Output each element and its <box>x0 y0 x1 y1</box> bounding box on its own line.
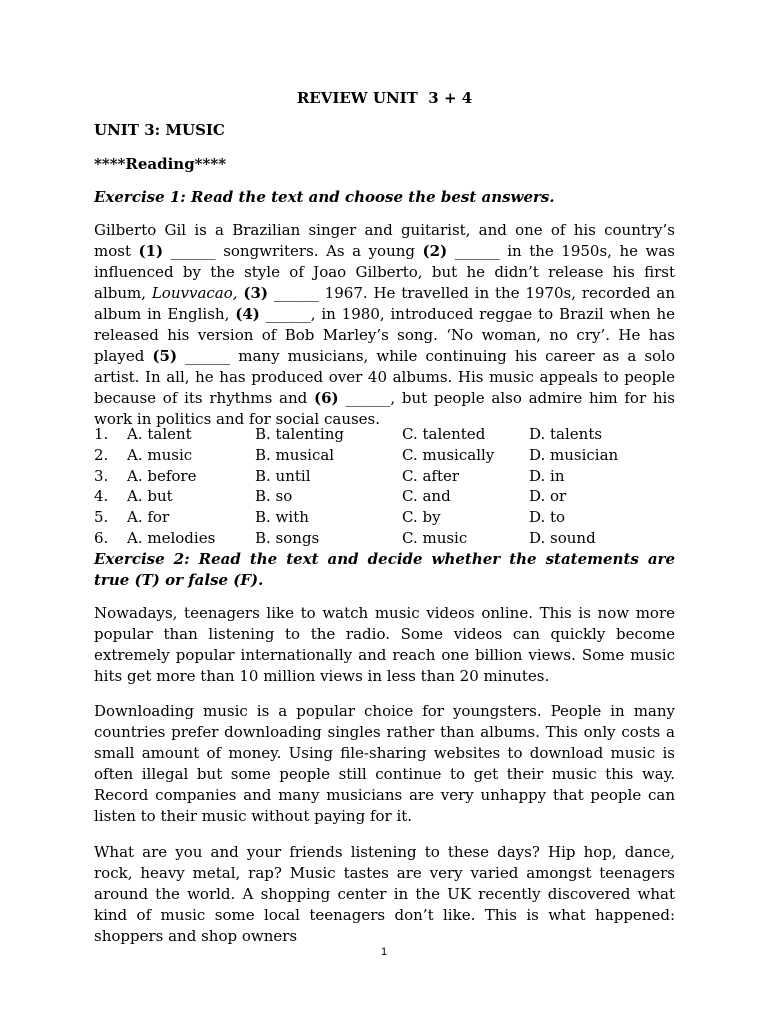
option-d: D. or <box>529 487 567 505</box>
option-b: B. musical <box>255 446 335 464</box>
exercise2-paragraph: What are you and your friends listening to these days? Hip hop, dance, rock, heavy metal, rap? Music tastes are very varied amongst teenagers around the world. A shopping center in the UK recently discovered what kind of music some local teenagers don’t like. This is what happened: shoppers and shop owners <box>94 843 675 945</box>
answer-option-row <box>94 528 675 549</box>
answer-option-row <box>94 466 675 487</box>
option-a: A. but <box>127 487 173 505</box>
exercise2-paragraph: Nowadays, teenagers like to watch music videos online. This is now more popular than listening to the radio. Some videos can quickly become extremely popular internationally and reach one billion views. Some music hits get more than 10 million views in less than 20 minutes. <box>94 604 675 685</box>
blank-3-number: (3) <box>243 284 269 302</box>
option-a: A. before <box>127 467 197 485</box>
option-a: A. music <box>127 446 193 464</box>
question-number: 3. <box>94 467 109 485</box>
question-number: 1. <box>94 425 109 443</box>
answer-option-row <box>94 507 675 528</box>
option-b: B. songs <box>255 529 320 547</box>
exercise1-instruction: Exercise 1: Read the text and choose the best answers. <box>94 188 555 206</box>
question-number: 6. <box>94 529 109 547</box>
option-d: D. to <box>529 508 566 526</box>
unit-heading: UNIT 3: MUSIC <box>94 121 225 139</box>
album-title: Louvvacao, <box>151 284 238 302</box>
option-b: B. so <box>255 487 293 505</box>
exercise1-passage <box>94 220 675 430</box>
passage-text: ______ many musicians, while continuing his career as a solo artist. In all, he has produced over 40 albums. His music appeals to people because of its rhythms and <box>94 347 675 407</box>
question-number: 5. <box>94 508 109 526</box>
answer-option-row <box>94 424 675 445</box>
option-d: D. musician <box>529 446 619 464</box>
question-number: 2. <box>94 446 109 464</box>
option-c: C. talented <box>402 425 486 443</box>
option-c: C. music <box>402 529 468 547</box>
passage-text: Gilberto Gil is a Brazilian singer and guitarist, and one of his country’s most <box>94 221 675 260</box>
passage-text: ______, in 1980, introduced reggae to Brazil when he released his version of Bob Marley’s song. ‘No woman, no cry’. He has played <box>94 305 675 365</box>
question-number: 4. <box>94 487 109 505</box>
passage-text: ______ songwriters. As a young <box>163 242 423 260</box>
answer-option-row <box>94 486 675 507</box>
passage-text: ______ in the 1950s, he was influenced by the style of Joao Gilberto, but he didn’t release his first album, <box>94 242 676 302</box>
option-d: D. sound <box>529 529 596 547</box>
option-c: C. after <box>402 467 460 485</box>
option-c: C. and <box>402 487 451 505</box>
option-a: A. talent <box>127 425 192 443</box>
option-b: B. until <box>255 467 311 485</box>
blank-4-number: (4) <box>235 305 260 323</box>
option-b: B. talenting <box>255 425 344 443</box>
passage-text: ______ 1967. He travelled in the 1970s, recorded an album in English, <box>94 284 675 323</box>
exercise2-instruction: Exercise 2: Read the text and decide whether the statements are true (T) or false (F). <box>94 550 675 589</box>
exercise2-paragraph: Downloading music is a popular choice for youngsters. People in many countries prefer downloading singles rather than albums. This only costs a small amount of money. Using file-sharing websites to download music is often illegal but some people still continue to get their music this way. Record companies and many musicians are very unhappy that people can listen to their music without paying for it. <box>94 702 675 825</box>
blank-5-number: (5) <box>152 347 178 365</box>
blank-1-number: (1) <box>138 242 164 260</box>
option-b: B. with <box>255 508 309 526</box>
page-title: REVIEW UNIT 3 + 4 <box>296 89 473 107</box>
option-c: C. by <box>402 508 441 526</box>
answer-option-row <box>94 445 675 466</box>
option-a: A. for <box>127 508 170 526</box>
option-c: C. musically <box>402 446 495 464</box>
blank-6-number: (6) <box>313 389 339 407</box>
option-a: A. melodies <box>127 529 216 547</box>
option-d: D. talents <box>529 425 603 443</box>
blank-2-number: (2) <box>422 242 448 260</box>
section-heading: ****Reading**** <box>94 155 227 173</box>
option-d: D. in <box>529 467 565 485</box>
page-number: 1 <box>380 946 388 958</box>
passage-text: ______, but people also admire him for his work in politics and for social causes. <box>94 389 676 428</box>
